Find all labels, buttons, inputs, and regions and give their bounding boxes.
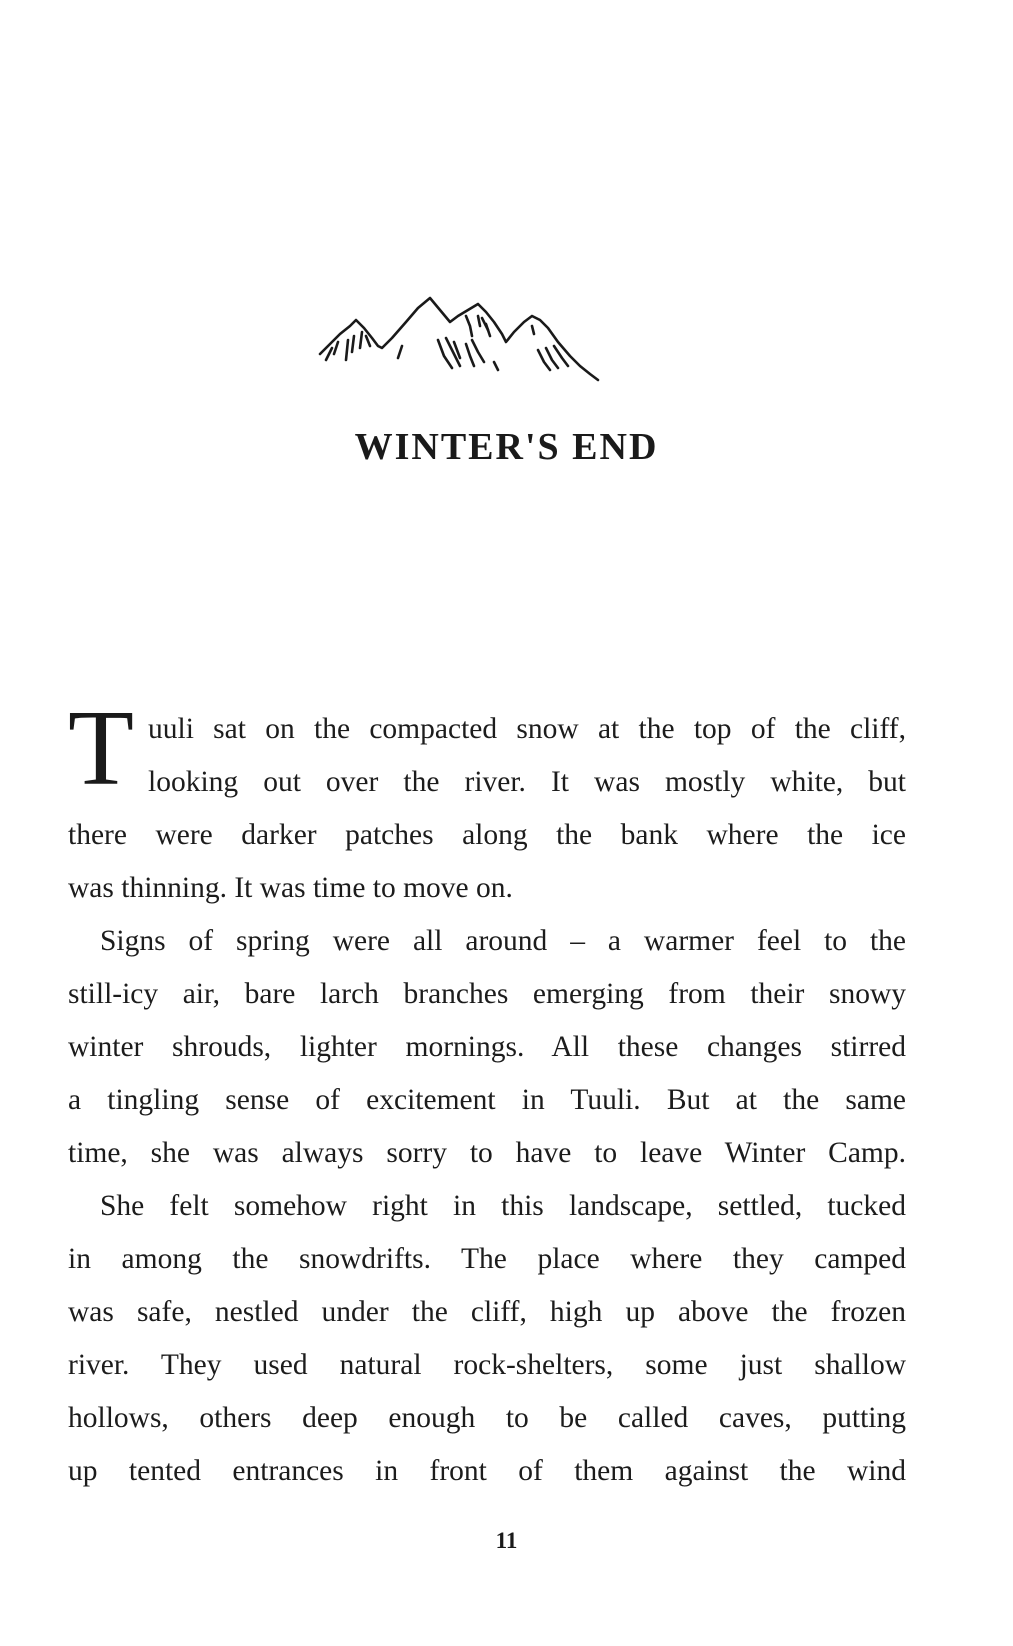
mountains-icon [318, 296, 628, 396]
body-line: uuli sat on the compacted snow at the top of the cliff, [148, 713, 906, 745]
body-line: a tingling sense of excitement in Tuuli. But at the same [68, 1084, 906, 1116]
body-line: She felt somehow right in this landscape, settled, tucked [100, 1190, 906, 1222]
body-line: was safe, nestled under the cliff, high up above the frozen [68, 1296, 906, 1328]
body-line: still-icy air, bare larch branches emerging from their snowy [68, 978, 906, 1010]
body-line: looking out over the river. It was mostly white, but [148, 766, 906, 798]
chapter-body [68, 689, 906, 1498]
body-line: Signs of spring were all around – a warmer feel to the [100, 925, 906, 957]
drop-cap: T [68, 689, 134, 808]
chapter-title: WINTER'S END [354, 426, 659, 468]
body-line: in among the snowdrifts. The place where they camped [68, 1243, 906, 1275]
body-line: time, she was always sorry to have to leave Winter Camp. [68, 1137, 906, 1169]
body-line: winter shrouds, lighter mornings. All these changes stirred [68, 1031, 906, 1063]
page-number: 11 [495, 1528, 518, 1553]
body-line: there were darker patches along the bank where the ice [68, 819, 906, 851]
body-line: was thinning. It was time to move on. [68, 872, 513, 904]
body-line: up tented entrances in front of them against the wind [68, 1455, 906, 1487]
body-line: hollows, others deep enough to be called caves, putting [68, 1402, 906, 1434]
body-line: river. They used natural rock-shelters, some just shallow [68, 1349, 906, 1381]
